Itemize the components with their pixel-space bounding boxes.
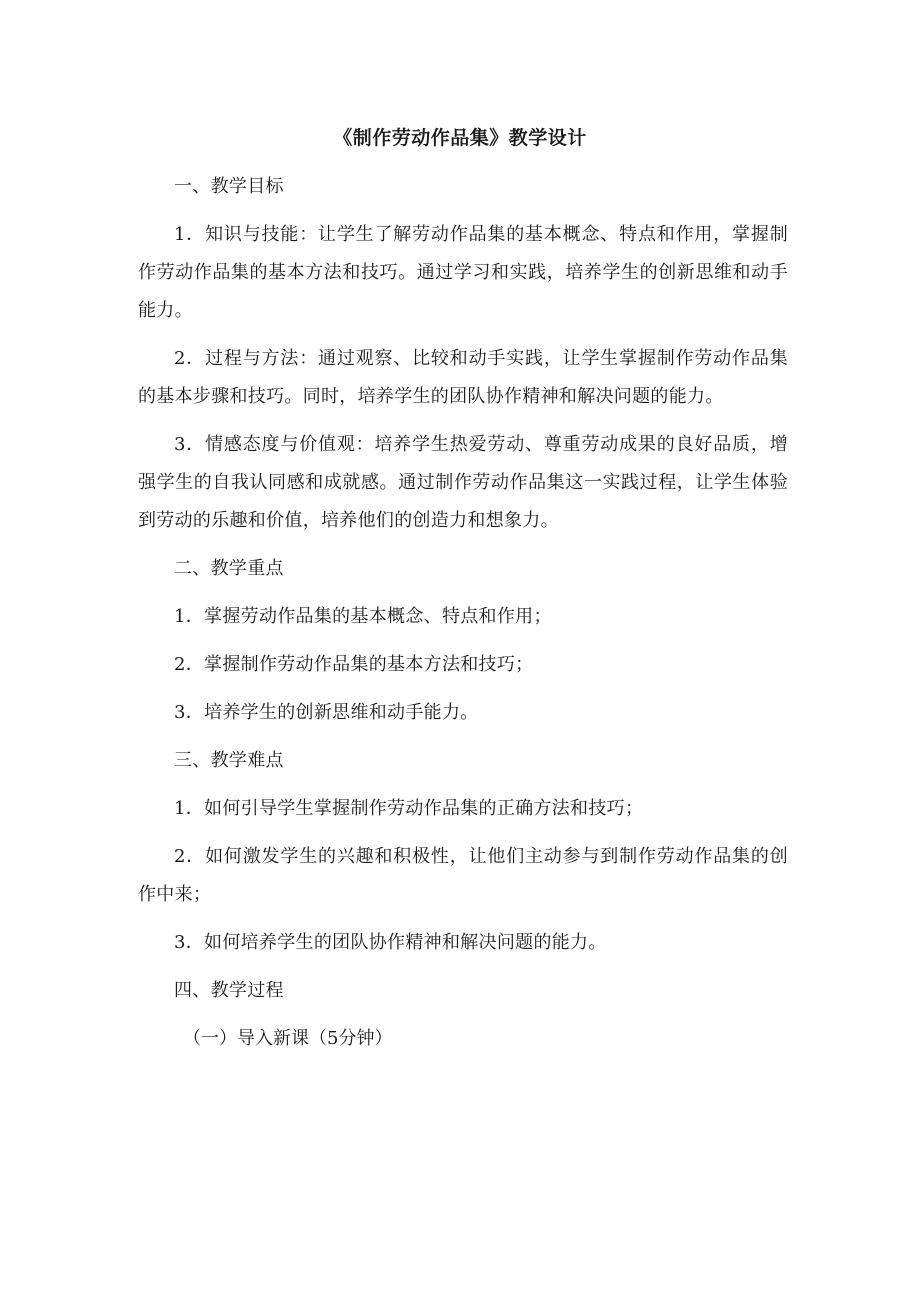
document-title: 《制作劳动作品集》教学设计	[333, 127, 587, 149]
objective-process-methods: 2．过程与方法：通过观察、比较和动手实践，让学生掌握制作劳动作品集的基本步骤和技巧。同时，培养学生的团队协作精神和解决问题的能力。	[138, 348, 788, 407]
section-heading-process: 四、教学过程	[174, 980, 284, 1001]
subsection-heading-intro: （一）导入新课（5分钟）	[183, 1028, 393, 1049]
objective-knowledge-skills: 1．知识与技能：让学生了解劳动作品集的基本概念、特点和作用，掌握制作劳动作品集的基本方法和技巧。通过学习和实践，培养学生的创新思维和动手能力。	[138, 224, 788, 321]
key-point-item: 3．培养学生的创新思维和动手能力。	[174, 702, 479, 723]
objective-attitudes-values: 3．情感态度与价值观：培养学生热爱劳动、尊重劳动成果的良好品质，增强学生的自我认同感和成就感。通过制作劳动作品集这一实践过程，让学生体验到劳动的乐趣和价值，培养他们的创造力和想象力。	[138, 434, 788, 531]
difficulty-item: 3．如何培养学生的团队协作精神和解决问题的能力。	[174, 932, 607, 953]
key-point-item: 2．掌握制作劳动作品集的基本方法和技巧；	[174, 654, 534, 675]
section-heading-difficulties: 三、教学难点	[174, 750, 284, 771]
difficulty-item: 1．如何引导学生掌握制作劳动作品集的正确方法和技巧；	[174, 798, 644, 819]
difficulty-item: 2．如何激发学生的兴趣和积极性，让他们主动参与到制作劳动作品集的创作中来；	[138, 846, 788, 905]
document-body	[138, 168, 788, 1068]
section-heading-objectives: 一、教学目标	[174, 176, 284, 197]
key-point-item: 1．掌握劳动作品集的基本概念、特点和作用；	[174, 606, 552, 627]
section-heading-key-points: 二、教学重点	[174, 558, 284, 579]
